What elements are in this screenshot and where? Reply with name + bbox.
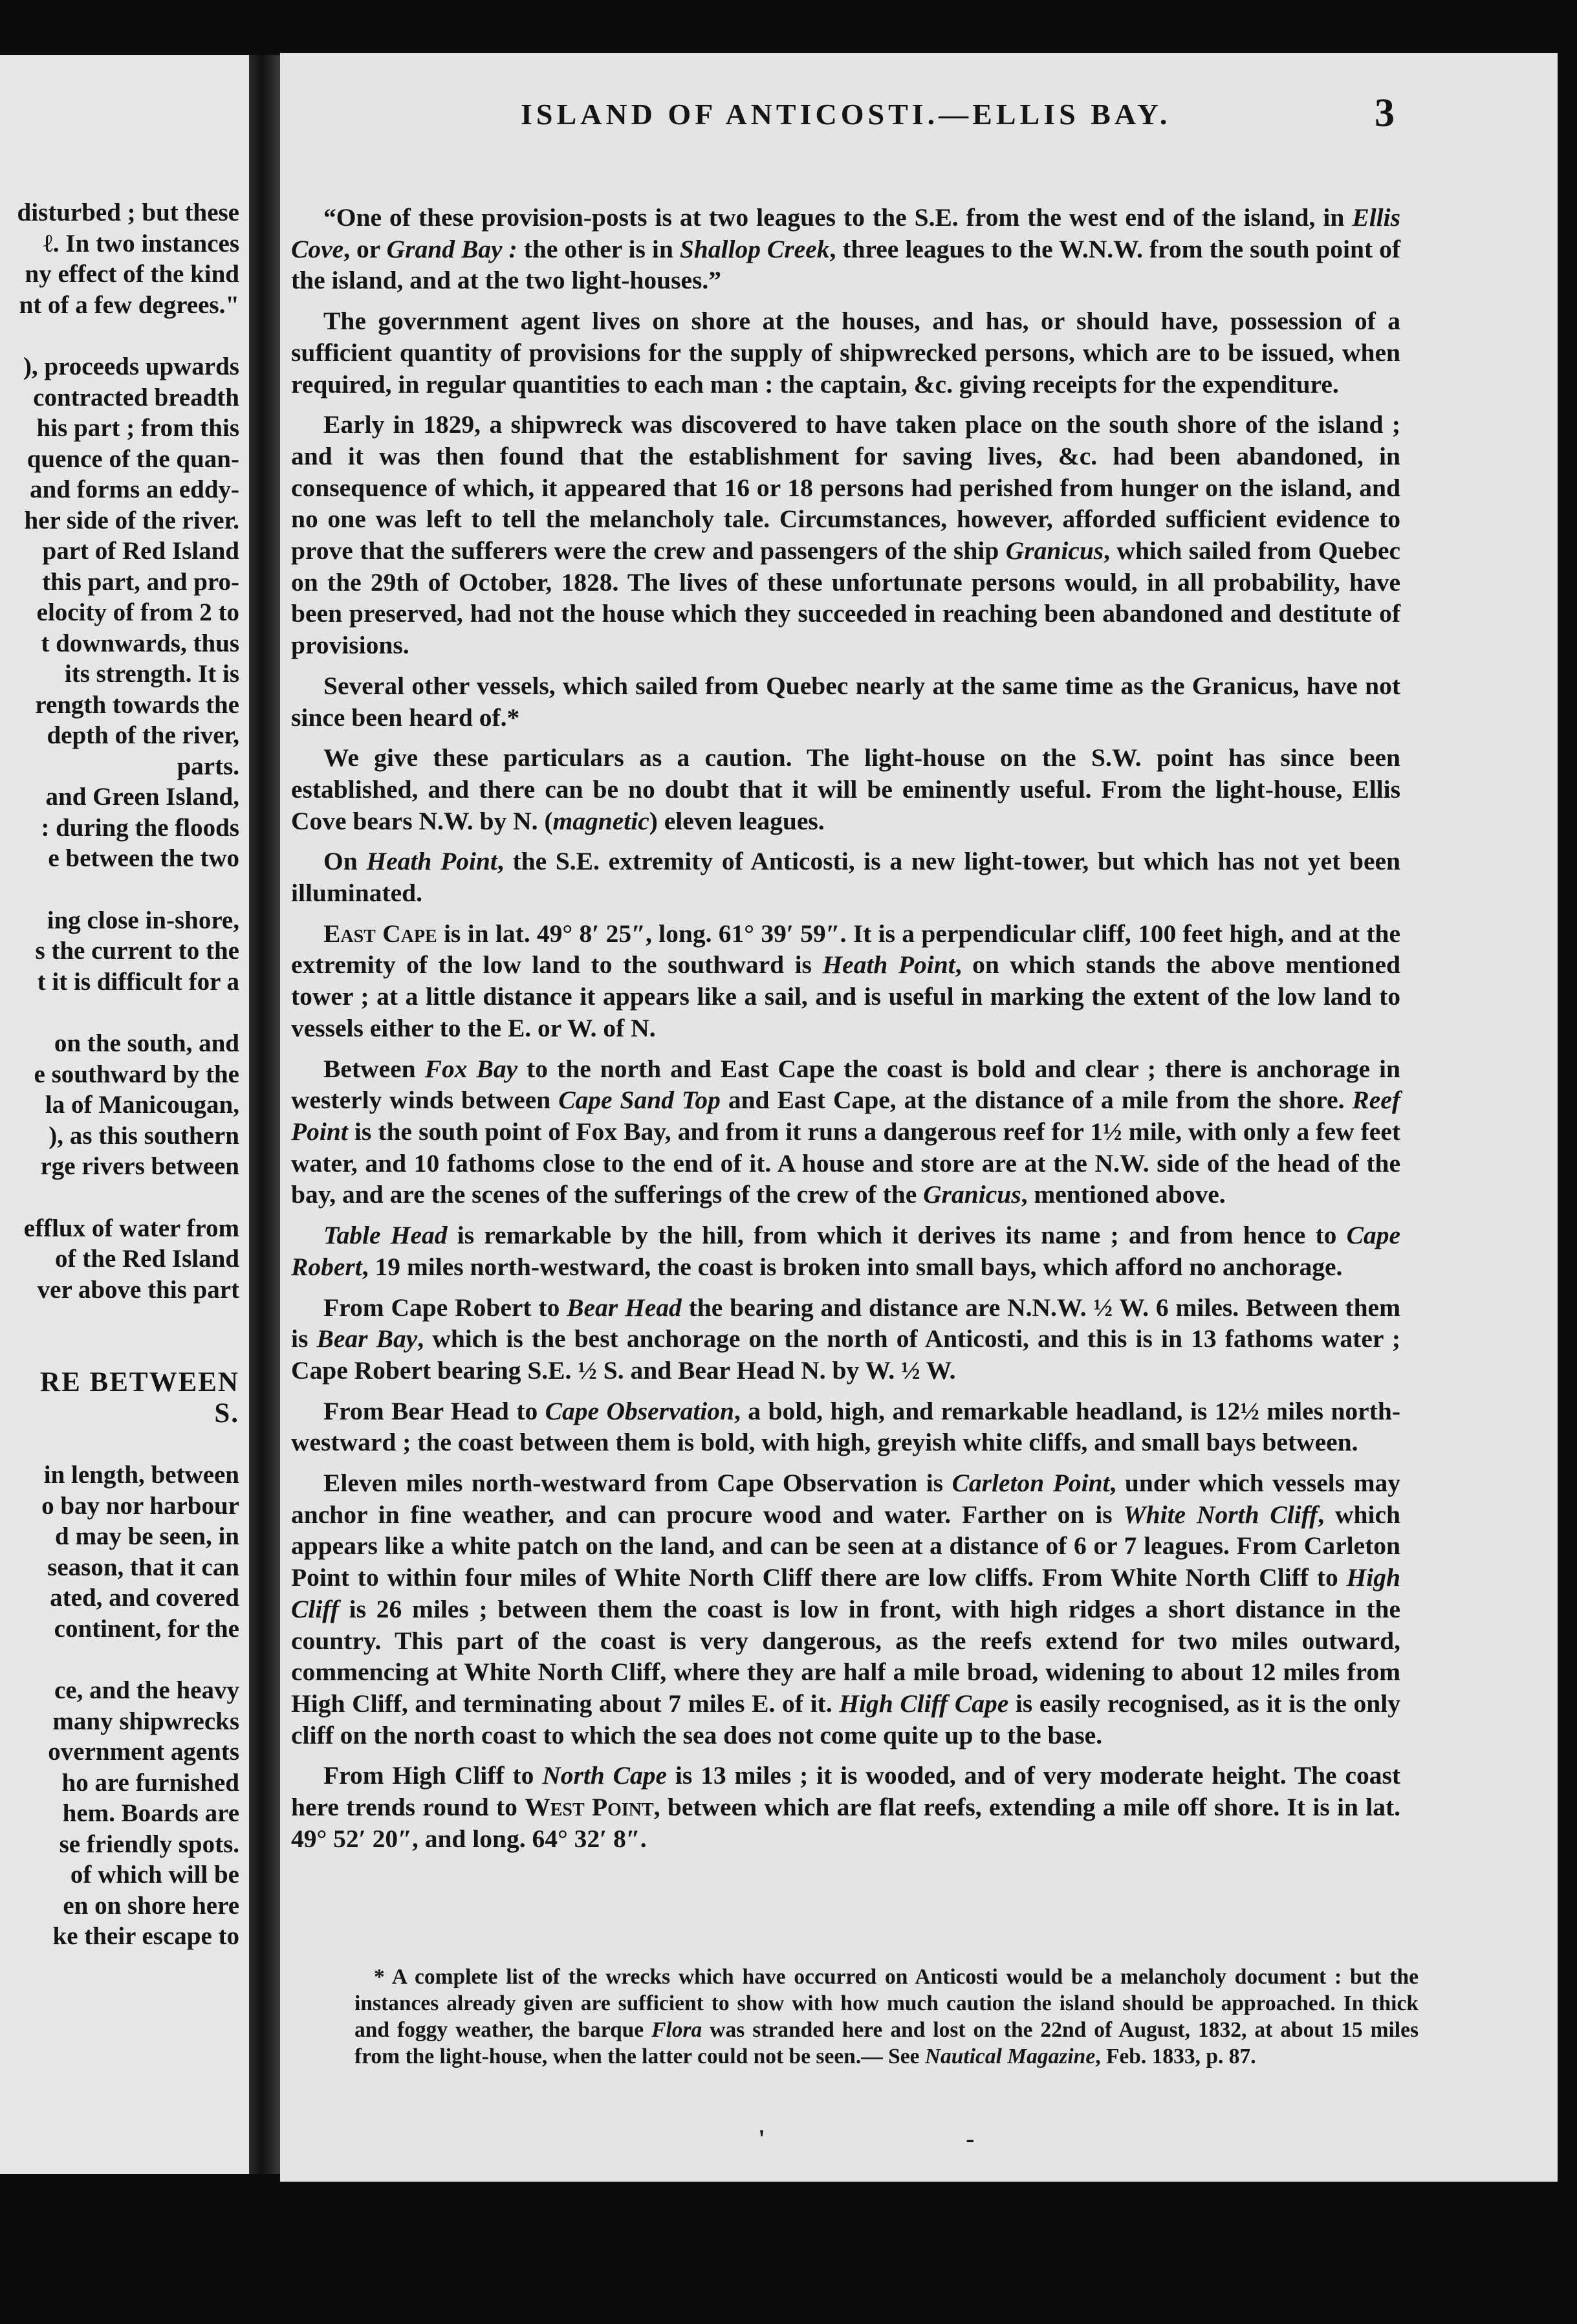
left-page-line: : during the floods: [41, 813, 239, 842]
italic-text: High Cliff Cape: [839, 1689, 1009, 1718]
body-paragraph: [291, 1220, 1400, 1282]
text-run: “One of these provision-posts is at two leagues to the S.E. from the west end of the island, in: [323, 203, 1353, 232]
text-run: is in lat. 49° 8′ 25″, long. 61° 39′ 59″. It is a perpendicular cliff, 100 feet high, and at the extremity of the low land to the southward is: [291, 919, 1401, 980]
left-page-line: la of Manicougan,: [45, 1091, 239, 1119]
italic-text: Heath Point: [366, 847, 497, 876]
text-run: and East Cape, at the distance of a mile from the shore.: [720, 1086, 1353, 1115]
text-run: is easily recognised, as it is the only cliff on the north coast to which the sea does not come quite up to the base.: [291, 1689, 1401, 1749]
left-page-line: [0, 1644, 239, 1675]
left-page-line: hem. Boards are: [62, 1799, 239, 1827]
text-run: to the north and East Cape the coast is bold and clear ; there is anchorage in westerly winds between: [291, 1054, 1400, 1115]
left-page-line: ing close in-shore,: [47, 906, 239, 934]
left-page-fragment: [0, 55, 249, 2174]
text-run: , which is the best anchorage on the north of Anticosti, and this is in 13 fathoms water ; Cape Robert bearing S.E. ½ S. and Bear Head N. by W. ½ W.: [291, 1324, 1400, 1385]
left-page-line: se friendly spots.: [59, 1830, 239, 1858]
text-run: On: [323, 847, 367, 876]
text-run: Between: [323, 1054, 425, 1083]
body-paragraph: [291, 1467, 1400, 1751]
footnote: [354, 1964, 1419, 2070]
body-paragraph: [291, 305, 1400, 400]
left-page-line: e southward by the: [34, 1060, 239, 1088]
italic-text: Nautical Magazine: [924, 2044, 1096, 2068]
text-run: From Bear Head to: [323, 1396, 545, 1425]
left-page-line: o bay nor harbour: [41, 1491, 239, 1520]
book-gutter: [249, 55, 280, 2174]
left-page-line: RE BETWEEN: [40, 1367, 239, 1398]
text-run: Several other vessels, which sailed from Quebec nearly at the same time as the Granicus, have not since been heard of.*: [291, 671, 1400, 732]
italic-text: Fox Bay: [424, 1054, 518, 1083]
left-page-line: [0, 1182, 239, 1213]
italic-text: Shallop Creek: [679, 234, 830, 263]
italic-text: Cape Observation: [545, 1396, 734, 1425]
left-page-line: t downwards, thus: [41, 629, 239, 657]
text-run: * A complete list of the wrecks which have occurred on Anticosti would be a melancholy document : but the instances already given are sufficient to show with how much caution the island should be approached. In thick and foggy weather, the barque: [354, 1965, 1419, 2042]
left-page-line: e between the two: [48, 844, 239, 872]
italic-text: Cape Sand Top: [558, 1086, 721, 1115]
left-page-line: ), as this southern: [49, 1121, 239, 1150]
left-page-line: rge rivers between: [40, 1152, 239, 1180]
text-run: is remarkable by the hill, from which it derives its name ; and from hence to: [447, 1221, 1347, 1250]
left-page-line: ), proceeds upwards: [23, 353, 239, 380]
text-run: Early in 1829, a shipwreck was discovered to have taken place on the south shore of the island ; and it was then found that the establishment for saving lives, &c. had been abandoned, in consequence of which, it appeared that 16 or 18 persons had perished from hunger on the island, and no one was left to tell the melancholy tale. Circumstances, however, afforded sufficient evidence to prove that the sufferers were the crew and passengers of the ship: [291, 410, 1400, 565]
left-page-line: his part ; from this: [36, 414, 239, 442]
text-run: the bearing and distance are N.N.W. ½ W. 6 miles. Between them is: [291, 1293, 1400, 1354]
left-page-line: in length, between: [43, 1461, 239, 1489]
left-page-line: and forms an eddy-: [30, 476, 239, 503]
left-page-line: disturbed ; but these: [17, 199, 239, 226]
italic-text: Ellis Cove: [291, 203, 1400, 263]
left-page-line: [0, 874, 239, 905]
body-paragraph: [291, 1292, 1400, 1387]
left-page-line: s the current to the: [35, 937, 239, 965]
italic-text: North Cape: [542, 1761, 668, 1790]
left-page-line: ver above this part: [37, 1275, 239, 1304]
left-page-line: elocity of from 2 to: [36, 598, 239, 626]
left-page-line: [0, 1336, 239, 1367]
text-run: is the south point of Fox Bay, and from it runs a dangerous reef for 1½ mile, with only a few feet water, and 10 fathoms close to the end of it. A house and store are at the N.W. side of the head of the bay, and are the scenes of the sufferings of the crew of the: [291, 1117, 1400, 1209]
small-caps-text: West Point: [525, 1793, 654, 1822]
left-page-line: her side of the river.: [24, 506, 239, 534]
text-run: From Cape Robert to: [323, 1293, 567, 1322]
left-page-line: S.: [214, 1398, 239, 1429]
left-page-line: quence of the quan-: [27, 444, 239, 473]
left-page-line: ce, and the heavy: [54, 1676, 239, 1704]
text-run: , between which are flat reefs, extending a mile off shore. It is in lat. 49° 52′ 20″, and long. 64° 32′ 8″.: [291, 1793, 1401, 1853]
bottom-marks: ' -: [758, 2124, 1072, 2153]
left-page-text: [0, 197, 239, 1952]
body-paragraph: [291, 670, 1400, 733]
italic-text: magnetic: [552, 806, 649, 835]
text-run: is 26 miles ; between them the coast is low in front, with high ridges a short distance in the country. This part of the coast is very dangerous, as the reefs extend for two miles outward, commencing at White North Cliff, where they are half a mile broad, widening to about 12 miles from High Cliff, and terminating about 7 miles E. of it.: [291, 1594, 1400, 1718]
text-run: , 19 miles north-westward, the coast is broken into small bays, which afford no anchorage.: [362, 1252, 1343, 1281]
body-paragraph: [291, 1760, 1400, 1854]
left-page-line: depth of the river,: [47, 721, 239, 749]
left-page-line: en on shore here: [63, 1891, 239, 1920]
left-page-line: ke their escape to: [52, 1922, 239, 1950]
italic-text: Heath Point: [822, 950, 955, 980]
text-run: We give these particulars as a caution. The light-house on the S.W. point has since been established, and there can be no doubt that it will be eminently useful. From the light-house, Ellis Cove bears N.W. by N. (: [291, 743, 1400, 835]
text-run: , which sailed from Quebec on the 29th of October, 1828. The lives of these unfortunate persons would, in all probability, have been preserved, had not the house which they succeeded in reaching been abandoned and destitute of provisions.: [291, 536, 1401, 660]
text-run: , which appears like a white patch on the land, and can be seen at a distance of 6 or 7 leagues. From Carleton Point to within four miles of White North Cliff there are low cliffs. From White North Cliff to: [291, 1500, 1401, 1592]
text-run: , or: [343, 234, 387, 263]
italic-text: High Cliff: [291, 1563, 1400, 1623]
left-page-line: ated, and covered: [50, 1584, 239, 1612]
italic-text: Granicus: [923, 1180, 1021, 1209]
left-page-line: [0, 997, 239, 1028]
left-page-line: [0, 1305, 239, 1336]
italic-text: Cape Robert: [291, 1221, 1400, 1281]
page-number: 3: [1375, 91, 1395, 135]
left-page-line: d may be seen, in: [55, 1522, 239, 1550]
left-page-line: part of Red Island: [42, 537, 239, 565]
left-page-line: on the south, and: [54, 1029, 239, 1057]
italic-text: Bear Head: [567, 1293, 682, 1322]
body-paragraph: [291, 202, 1400, 296]
italic-text: Grand Bay :: [386, 234, 517, 263]
left-page-line: this part, and pro-: [42, 567, 239, 596]
italic-text: Flora: [651, 2018, 702, 2042]
footnote-paragraph: [354, 1964, 1419, 2070]
left-page-line: contracted breadth: [33, 383, 239, 411]
body-paragraph: [291, 918, 1400, 1044]
text-run: the other is in: [517, 234, 680, 263]
left-page-line: of the Red Island: [55, 1245, 239, 1273]
left-page-line: t it is difficult for a: [37, 967, 239, 996]
italic-text: Reef Point: [291, 1086, 1400, 1146]
italic-text: Table Head: [323, 1221, 448, 1250]
left-page-line: [0, 1429, 239, 1460]
left-page-line: overnment agents: [48, 1738, 239, 1766]
left-page-line: ho are furnished: [61, 1768, 239, 1797]
left-page-line: [0, 320, 239, 351]
body-paragraph: [291, 1396, 1400, 1458]
text-run: Eleven miles north-westward from Cape Observation is: [323, 1469, 952, 1498]
text-run: , mentioned above.: [1021, 1180, 1226, 1209]
left-page-line: many shipwrecks: [52, 1707, 239, 1735]
left-page-line: season, that it can: [47, 1553, 239, 1581]
text-run: , on which stands the above mentioned tower ; at a little distance it appears like a sail, and is useful in marking the extent of the low land to vessels either to the E. or W. of N.: [291, 950, 1400, 1042]
text-run: , under which vessels may anchor in fine weather, and can procure wood and water. Farther on is: [291, 1469, 1401, 1529]
body-paragraph: [291, 1053, 1400, 1211]
text-run: , three leagues to the W.N.W. from the south point of the island, and at the two light-houses.”: [291, 234, 1401, 295]
text-run: , Feb. 1833, p. 87.: [1095, 2044, 1256, 2068]
body-paragraph: [291, 742, 1400, 837]
text-run: The government agent lives on shore at the houses, and has, or should have, possession of a sufficient quantity of provisions for the supply of shipwrecked persons, which are to be issued, when required, in regular quantities to each man : the captain, &c. giving receipts for the expenditure.: [291, 307, 1400, 399]
text-run: , the S.E. extremity of Anticosti, is a new light-tower, but which has not yet been illuminated.: [291, 847, 1400, 908]
small-caps-text: East Cape: [323, 919, 437, 948]
left-page-line: ny effect of the kind: [25, 260, 239, 288]
italic-text: Carleton Point: [952, 1469, 1110, 1498]
left-page-line: of which will be: [70, 1861, 239, 1889]
body-paragraph: [291, 846, 1400, 908]
text-run: is 13 miles ; it is wooded, and of very moderate height. The coast here trends round to: [291, 1761, 1400, 1822]
left-page-line: parts.: [177, 752, 239, 780]
running-head: ISLAND OF ANTICOSTI.—ELLIS BAY.: [521, 98, 1171, 131]
left-page-line: its strength. It is: [64, 660, 239, 688]
left-page-line: rength towards the: [35, 690, 239, 719]
body-text: [291, 202, 1400, 1863]
text-run: was stranded here and lost on the 22nd of August, 1832, at about 15 miles from the light-house, when the latter could not be seen.— See: [354, 2018, 1419, 2068]
body-paragraph: [291, 409, 1400, 661]
text-run: From High Cliff to: [323, 1761, 543, 1790]
left-page-line: efflux of water from: [23, 1214, 239, 1242]
italic-text: White North Cliff: [1123, 1500, 1318, 1529]
italic-text: Bear Bay: [316, 1324, 418, 1354]
left-page-line: ℓ. In two instances: [43, 229, 239, 258]
text-run: ) eleven leagues.: [649, 806, 825, 835]
left-page-line: nt of a few degrees.": [19, 290, 239, 319]
left-page-line: continent, for the: [54, 1614, 239, 1643]
left-page-line: and Green Island,: [45, 783, 239, 811]
text-run: , a bold, high, and remarkable headland, is 12½ miles north-westward ; the coast between them is bold, with high, greyish white cliffs, and small bays between.: [291, 1396, 1400, 1457]
italic-text: Granicus: [1005, 536, 1104, 565]
